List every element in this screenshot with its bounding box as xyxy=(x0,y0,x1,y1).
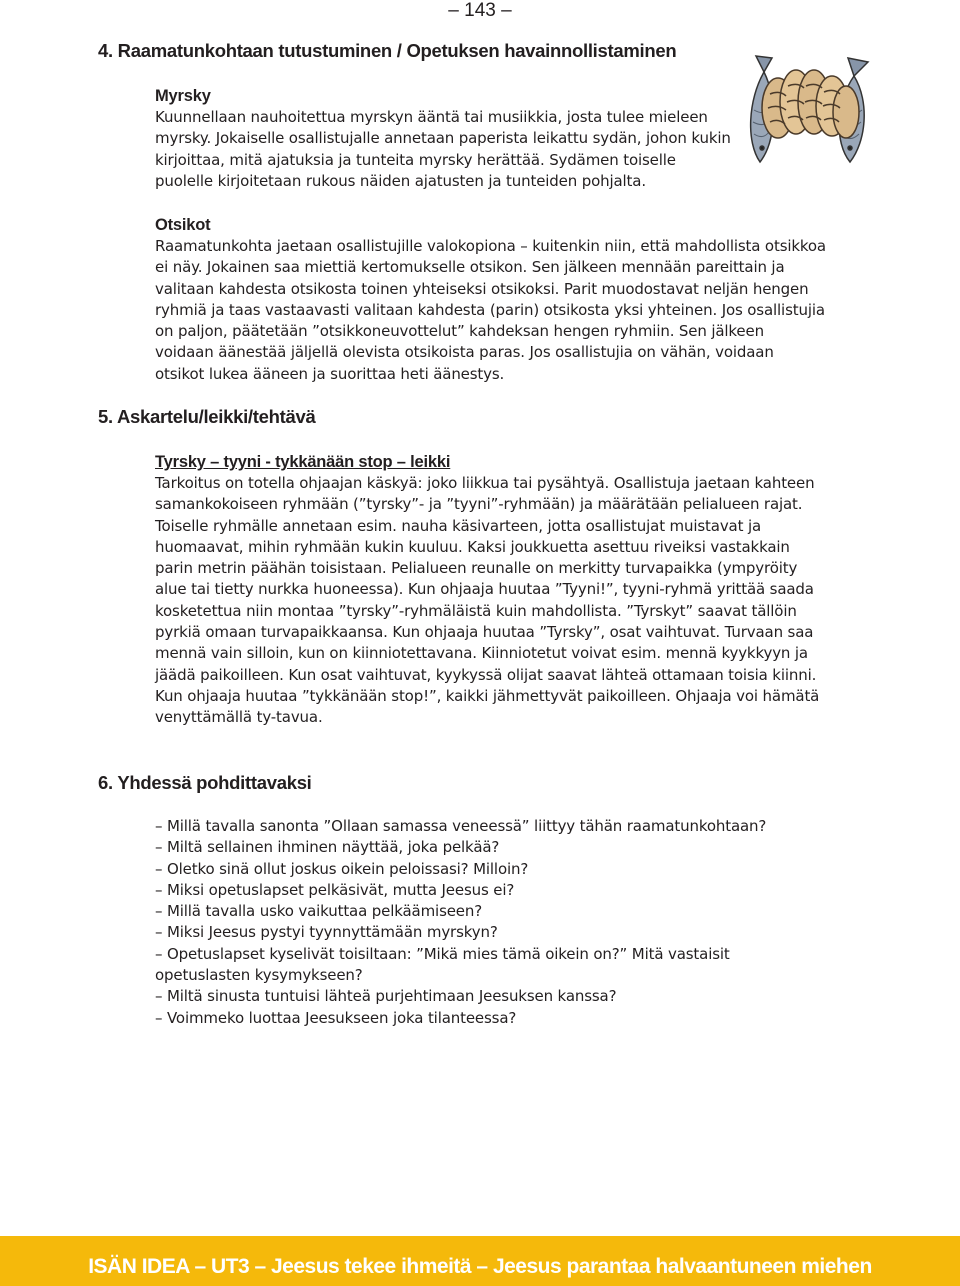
page-number: – 143 – xyxy=(448,0,512,21)
question-item: – Miltä sellainen ihminen näyttää, joka pelkää? xyxy=(155,838,500,857)
question-item: – Miksi Jeesus pystyi tyynnyttämään myrskyn? xyxy=(155,923,498,942)
myrsky-block xyxy=(155,86,835,192)
game-text: Tarkoitus on totella ohjaajan käskyä: joko liikkua tai pysähtyä. Osallistuja jaetaan kahteen samankokoiseen ryhmään (”tyrsky”- ja ”tyyni”-ryhmään) ja määrätään pelialueen rajat. Toiselle ryhmälle annetaan esim. nauha käsivarteen, jotta osallistujat muistavat ja huomaavat, mihin ryhmään kukin kuuluu. Kaksi joukkuetta asettuu riveiksi vastakkain parin metrin päähän toisistaan. Pelialueen reunalle on merkitty turvapaikka (ympyröity alue tai tietty nurkka huoneessa). Kun ohjaaja huutaa ”Tyyni!”, tyyni-ryhmä yrittää saada kosketettua niin montaa ”tyrsky”-ryhmäläistä kuin mahdollista. ”Tyrskyt” saavat tällöin pyrkiä omaan turvapaikkaansa. Kun ohjaaja huutaa ”Tyrsky”, osat vaihtuvat. Turvaan saa mennä vain silloin, kun on kiinniotettavana. Kiinniotetut voivat esim. mennä kyykkyyn ja jäädä paikoilleen. Kun osat vaihtuvat, kyykyssä olijat saavat lähteä ottamaan toisia kiinni. Kun ohjaaja huutaa ”tykkänään stop!”, kaikki jähmettyvät paikoilleen. Ohjaaja voi hämätä venyttämällä ty-tavua. xyxy=(155,474,820,727)
otsikot-text: Raamatunkohta jaetaan osallistujille valokopiona – kuitenkin niin, että mahdollista otsikkoa ei näy. Jokainen saa miettiä kertomukselle otsikon. Sen jälkeen mennään pareittain ja valitaan kahdesta otsikosta toinen yhteiseksi otsikoksi. Parit muodostavat neljän hengen ryhmiä ja taas vastaavasti valitaan kahdesta (parin) otsikosta yksi yhteinen. Jos osallistujia on paljon, päätetään ”otsikkoneuvottelut” kahdeksan hengen ryhmiin. Sen jälkeen voidaan äänestää jäljellä olevista otsikoista paras. Jos osallistujia on vähän, voidaan otsikot lukea ääneen ja suorittaa heti äänestys. xyxy=(155,237,826,383)
question-item: – Miltä sinusta tuntuisi lähteä purjehtimaan Jeesuksen kanssa? xyxy=(155,987,617,1006)
game-title: Tyrsky – tyyni - tykkänään stop – leikki xyxy=(155,453,451,471)
question-item: – Oletko sinä ollut joskus oikein peloissasi? Milloin? xyxy=(155,859,529,878)
question-item: – Millä tavalla usko vaikuttaa pelkäämiseen? xyxy=(155,902,483,921)
question-item: – Miksi opetuslapset pelkäsivät, mutta Jeesus ei? xyxy=(155,880,515,899)
otsikot-title: Otsikot xyxy=(155,216,211,234)
section-5-heading: 5. Askartelu/leikki/tehtävä xyxy=(98,406,316,427)
question-item: – Opetuslapset kyselivät toisiltaan: ”Mikä mies tämä oikein on?” Mitä vastaisit opetuslasten kysymykseen? xyxy=(155,944,730,985)
game-block xyxy=(155,452,835,729)
questions-list xyxy=(155,816,835,1029)
myrsky-text: Kuunnellaan nauhoitettua myrskyn ääntä tai musiikkia, josta tulee mieleen myrsky. Jokaiselle osallistujalle annetaan paperista leikattu sydän, johon kukin kirjoittaa, mitä ajatuksia ja tunteita myrsky herättää. Sydämen toiselle puolelle kirjoitetaan rukous näiden ajatusten ja tunteiden pohjalta. xyxy=(155,108,731,190)
section-4-heading: 4. Raamatunkohtaan tutustuminen / Opetuksen havainnollistaminen xyxy=(98,40,677,61)
myrsky-title: Myrsky xyxy=(155,87,211,105)
otsikot-block xyxy=(155,215,835,385)
question-item: – Voimmeko luottaa Jeesukseen joka tilanteessa? xyxy=(155,1008,517,1027)
question-item: – Millä tavalla sanonta ”Ollaan samassa veneessä” liittyy tähän raamatunkohtaan? xyxy=(155,817,767,835)
questions-block xyxy=(155,816,835,1029)
footer-text: ISÄN IDEA – UT3 – Jeesus tekee ihmeitä – Jeesus parantaa halvaantuneen miehen xyxy=(88,1255,872,1278)
section-6-heading: 6. Yhdessä pohdittavaksi xyxy=(98,772,312,793)
